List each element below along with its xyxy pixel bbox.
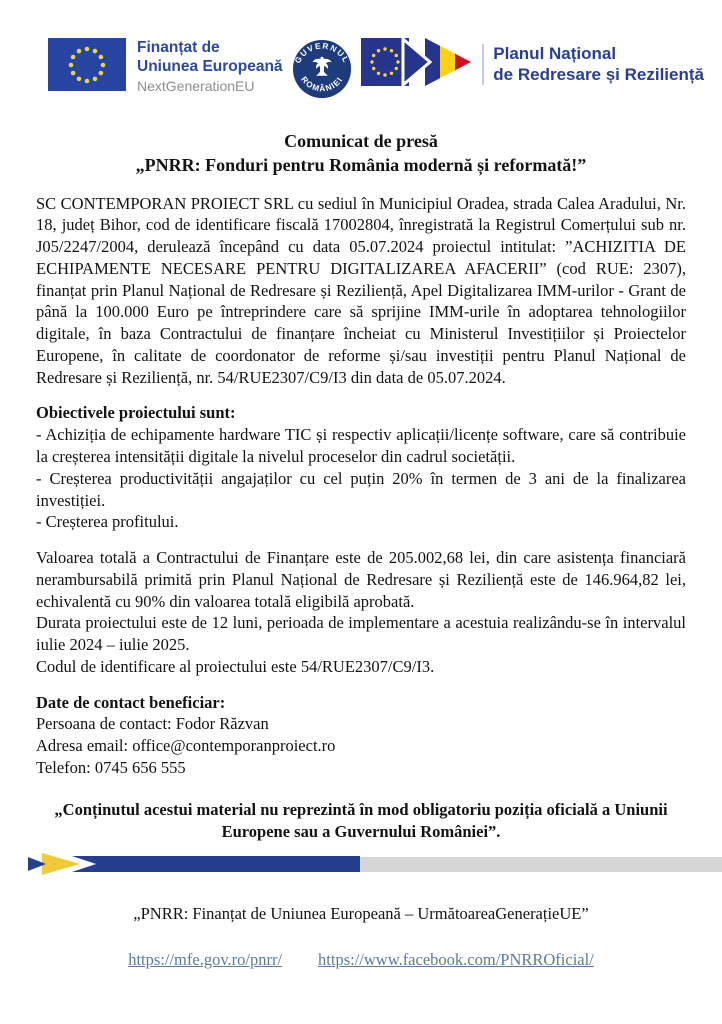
- footer-links: [0, 950, 722, 970]
- objective-item: - Creșterea productivității angajaților cu cel puțin 20% în termen de 3 ani de la finalizarea investiției.: [36, 468, 686, 510]
- pnrr-arrow-bar-decoration: [28, 852, 722, 876]
- blue-bar: [72, 856, 360, 872]
- footer-tagline: „PNRR: Finanțat de Uniunea Europeană – UrmătoareaGenerațieUE”: [133, 904, 589, 924]
- financial-section: [36, 547, 686, 678]
- objectives-section: [36, 402, 686, 533]
- financial-line: Valoarea totală a Contractului de Finanțare este de 205.002,68 lei, din care asistența financiară nerambursabilă primită prin Planul Național de Redresare și Reziliență este de 146.964,82 lei, echivalentă cu 90% din valoarea totală eligibilă aprobată.: [36, 548, 686, 611]
- contact-section: [36, 692, 686, 779]
- document-title: [0, 129, 722, 178]
- eu-logo-line1: Finanțat de: [137, 39, 220, 56]
- document-body: [0, 193, 722, 843]
- pnrr-logo: [361, 38, 704, 91]
- contact-email: Adresa email: office@contemporanproiect.ro: [36, 736, 336, 756]
- mfe-pnrr-link[interactable]: https://mfe.gov.ro/pnrr/: [128, 950, 283, 970]
- contact-person: Persoana de contact: Fodor Răzvan: [36, 714, 269, 734]
- header-logos: [0, 0, 722, 105]
- pnrr-logo-line2: de Redresare și Reziliență: [493, 64, 704, 84]
- pnrr-logo-text: [482, 44, 704, 84]
- pnrr-logo-line1: Planul Național: [493, 44, 617, 64]
- gov-logo-top-text: GUVERNUL: [293, 41, 351, 66]
- gray-bar: [360, 857, 722, 872]
- title-line1: Comunicat de presă: [284, 131, 438, 151]
- objective-item: - Achiziția de echipamente hardware TIC și respectiv aplicații/licențe software, care să contribuie la creșterea intensității digitale la nivelul proceselor din cadrul societății.: [36, 425, 686, 467]
- eu-funded-logo: [48, 38, 283, 95]
- financial-line: Durata proiectului este de 12 luni, perioada de implementare a acestuia realizându-se în intervalul iulie 2024 – iulie 2025.: [36, 613, 686, 655]
- objective-item: - Creșterea profitului.: [36, 512, 179, 532]
- financial-line: Codul de identificare al proiectului este 54/RUE2307/C9/I3.: [36, 656, 435, 676]
- title-line2: „PNRR: Fonduri pentru România modernă și reformată!”: [135, 155, 587, 176]
- eu-funded-logo-text: [137, 38, 283, 95]
- contact-heading: Date de contact beneficiar:: [36, 692, 226, 712]
- eu-flag-icon: [48, 38, 126, 91]
- contact-phone: Telefon: 0745 656 555: [36, 757, 186, 777]
- facebook-pnrr-link[interactable]: https://www.facebook.com/PNRROficial/: [318, 950, 594, 970]
- pnrr-arrows-icon: [361, 38, 473, 91]
- eu-logo-line3: NextGenerationEU: [137, 77, 255, 94]
- objectives-heading: Obiectivele proiectului sunt:: [36, 403, 236, 423]
- intro-paragraph: SC CONTEMPORAN PROIECT SRL cu sediul în Municipiul Oradea, strada Calea Aradului, Nr. 18, județ Bihor, cod de identificare fiscală 17002804, înregistrată la Registrul Comerțului sub nr. J05/2247/2004, derulează începând cu data 05.07.2024 proiectul intitulat: ”ACHIZITIA DE ECHIPAMENTE NECESARE PENTRU DIGITALIZAREA AFACERII” (cod RUE: 2307), finanțat prin Planul Național de Redresare și Reziliență, Apel Digitalizarea IMM-urilor - Grant de până la 100.000 Euro pe întreprindere care să sprijine IMM-urile în adoptarea tehnologiilor digitale, în baza Contractului de finanțare încheiat cu Ministerul Investițiilor și Proiectelor Europene, în calitate de coordonator de reforme și/sau investiții pentru Planul Național de Redresare și Reziliență, nr. 54/RUE2307/C9/I3 din data de 05.07.2024.: [36, 193, 686, 387]
- eu-logo-line2: Uniunea Europeană: [137, 57, 283, 75]
- disclaimer-quote: „Conținutul acestui material nu reprezintă în mod obligatoriu poziția oficială a Uniunii Europene sau a Guvernului României”.: [54, 799, 668, 841]
- gov-logo-bottom-text: ROMÂNIEI: [299, 74, 345, 94]
- romanian-government-seal-icon: [291, 38, 353, 105]
